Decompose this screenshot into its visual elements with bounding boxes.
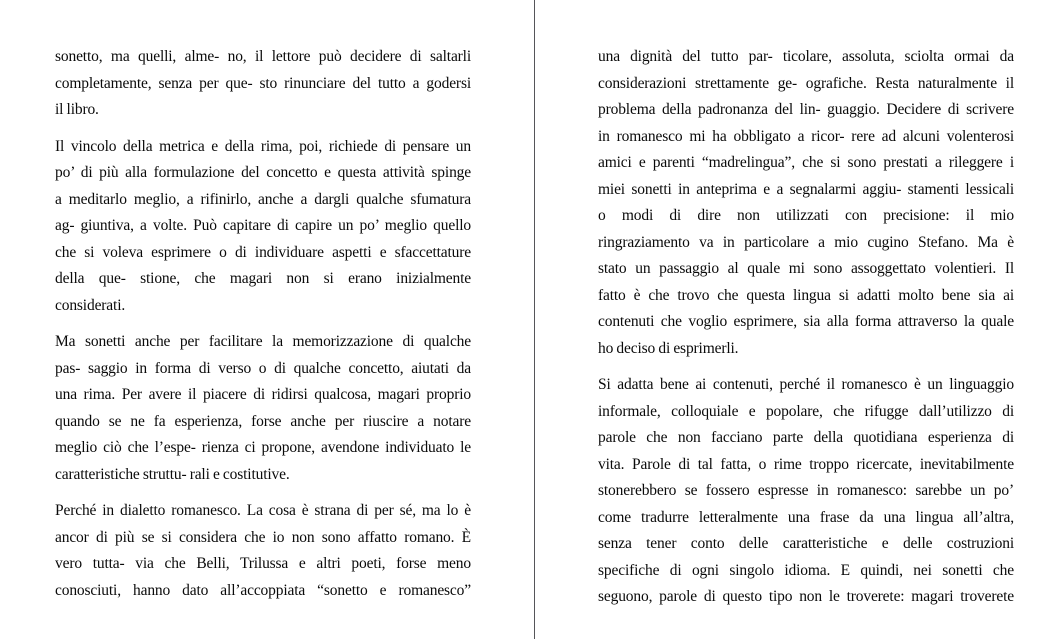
text-line: pas- saggio in forma di verso o di qualche concetto, aiutati da xyxy=(55,359,471,377)
text-line: fatto è che trovo che questa lingua si adatti molto bene sia ai xyxy=(598,286,1014,304)
text-line: come tradurre letteralmente una frase da una lingua all’altra, xyxy=(598,508,1014,526)
text-line: in romanesco mi ha obbligato a ricor- rere ad alcuni volenterosi xyxy=(598,127,1014,145)
text-line: senza tener conto delle caratteristiche e delle costruzioni xyxy=(598,535,1014,552)
page-left xyxy=(55,44,471,604)
text-line: ag- giuntiva, a volte. Può capitare di capire un po’ meglio quello xyxy=(55,217,471,234)
text-line: problema della padronanza del lin- guaggio. Decidere di scrivere xyxy=(598,101,1014,118)
page-divider xyxy=(534,0,535,639)
text-line: ringraziamento va in particolare a mio cugino Stefano. Ma è xyxy=(598,233,1014,251)
text-line: conosciuti, hanno dato all’accoppiata “sonetto e romanesco” xyxy=(55,581,471,599)
text-line: una rima. Per avere il piacere di ridirsi qualcosa, magari proprio xyxy=(55,386,471,403)
text-line: che si voleva esprimere o di individuare aspetti e sfaccettature xyxy=(55,243,471,261)
text-line: parole che non facciano parte della quotidiana esperienza di xyxy=(598,429,1014,446)
text-line: seguono, parole di questo tipo non le troverete: magari troverete xyxy=(598,588,1014,605)
text-line: completamente, senza per que- sto rinunciare del tutto a godersi xyxy=(55,74,471,92)
text-line: a meditarlo meglio, a rifinirlo, anche a dargli qualche sfumatura xyxy=(55,190,471,208)
paragraph xyxy=(55,498,471,604)
paragraph xyxy=(55,329,471,488)
paragraph xyxy=(598,372,1014,611)
text-line: ho deciso di esprimerli. xyxy=(598,339,739,357)
text-line: informale, colloquiale e popolare, che rifugge dall’utilizzo di xyxy=(598,402,1014,420)
text-line: una dignità del tutto par- ticolare, assoluta, sciolta ormai da xyxy=(598,48,1014,65)
page-right xyxy=(598,44,1014,611)
text-line: miei sonetti in anteprima e a segnalarmi aggiu- stamenti lessicali xyxy=(598,180,1014,198)
text-line: caratteristiche struttu- rali e costitutive. xyxy=(55,465,290,483)
paragraph xyxy=(55,134,471,320)
text-line: stonerebbero se fossero espresse in romanesco: sarebbe un po’ xyxy=(598,482,1014,499)
text-line: sonetto, ma quelli, alme- no, il lettore può decidere di saltarli xyxy=(55,48,471,65)
text-line: Ma sonetti anche per facilitare la memorizzazione di qualche xyxy=(55,333,471,350)
text-line: Si adatta bene ai contenuti, perché il romanesco è un linguaggio xyxy=(598,376,1014,393)
text-line: Il vincolo della metrica e della rima, poi, richiede di pensare un xyxy=(55,137,471,155)
text-line: vero tutta- via che Belli, Trilussa e altri poeti, forse meno xyxy=(55,555,471,572)
text-line: il libro. xyxy=(55,101,99,118)
paragraph xyxy=(55,44,471,124)
text-line: meglio ciò che l’espe- rienza ci propone, avendone individuato le xyxy=(55,439,471,456)
text-line: po’ di più alla formulazione del concetto e questa attività spinge xyxy=(55,164,471,181)
text-line: amici e parenti “madrelingua”, che si sono prestati a rileggere i xyxy=(598,154,1014,171)
text-line: della que- stione, che magari non si erano inizialmente xyxy=(55,270,471,287)
text-line: quando se ne fa esperienza, forse anche per riuscire a notare xyxy=(55,412,471,430)
text-line: contenuti che voglio esprimere, sia alla forma attraverso la quale xyxy=(598,313,1014,330)
text-line: o modi di dire non utilizzati con precisione: il mio xyxy=(598,207,1014,224)
text-line: ancor di più se si considera che io non sono affatto romano. È xyxy=(55,528,471,546)
paragraph xyxy=(598,44,1014,362)
text-line: considerati. xyxy=(55,296,126,314)
text-line: stato un passaggio al quale mi sono assoggettato volentieri. Il xyxy=(598,260,1014,277)
text-line: specifiche di ogni singolo idioma. E quindi, nei sonetti che xyxy=(598,561,1014,579)
text-line: considerazioni strettamente ge- ografiche. Resta naturalmente il xyxy=(598,74,1014,92)
text-line: Perché in dialetto romanesco. La cosa è strana di per sé, ma lo è xyxy=(55,502,471,519)
text-line: vita. Parole di tal fatta, o rime troppo ricercate, inevitabilmente xyxy=(598,455,1014,473)
